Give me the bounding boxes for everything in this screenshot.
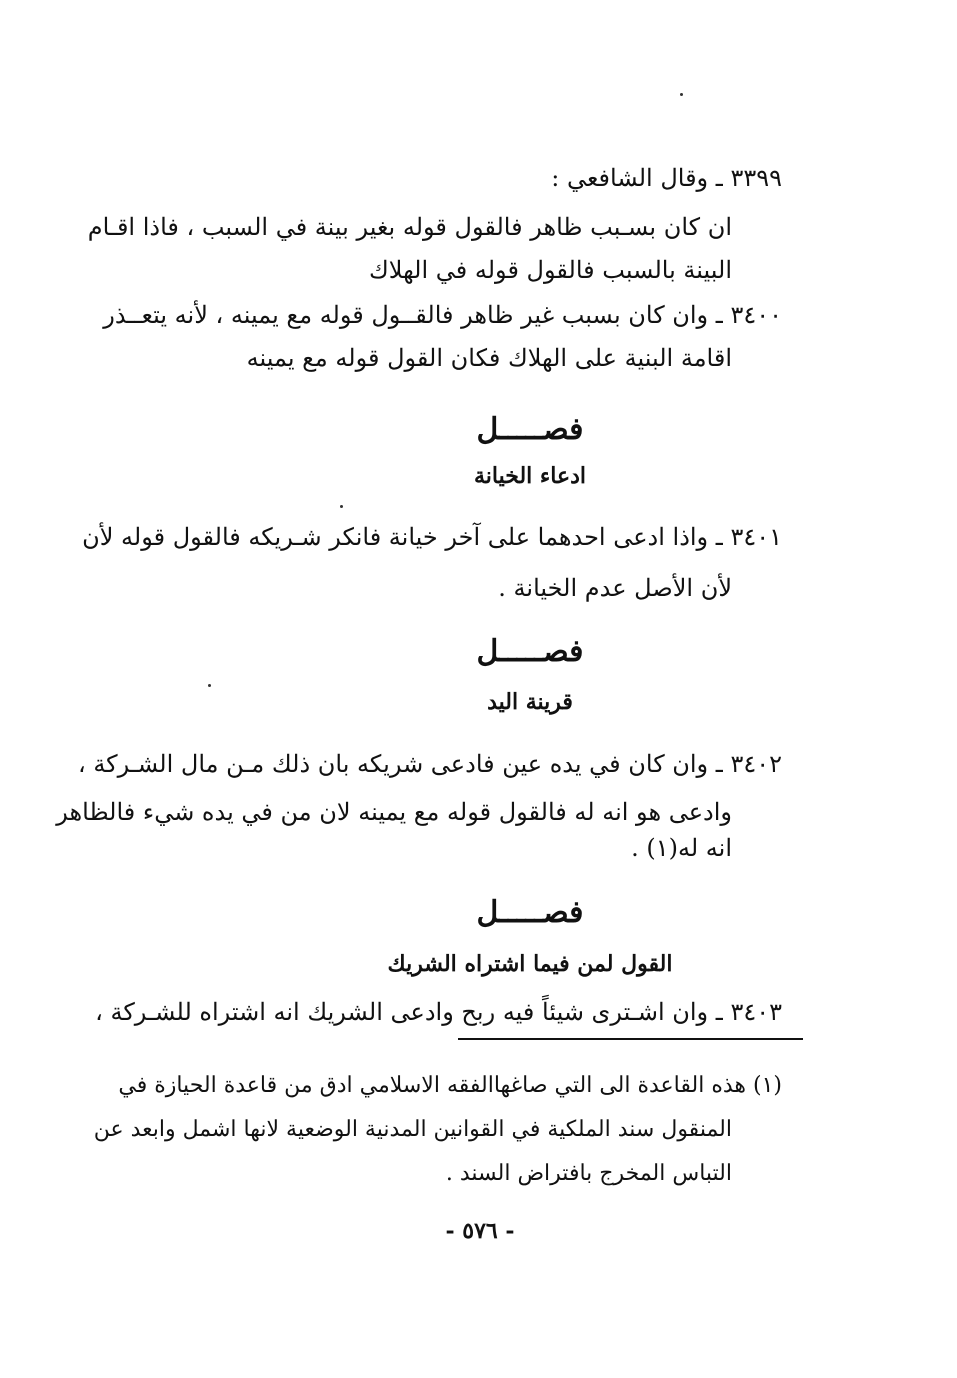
- section-subheading-3: القول لمن فيما اشتراه الشريك: [387, 951, 673, 977]
- paragraph-3402-line-1: ٣٤٠٢ ـ وان كان في يده عين فادعى شريكه بان ذلك مـن مال الشـركة ،: [77, 750, 782, 778]
- paragraph-3403-line-1: ٣٤٠٣ ـ وان اشـترى شيئاً فيه ربح وادعى الشريك انه اشتراه للشـركة ،: [95, 998, 782, 1026]
- section-subheading-2: قرينة اليد: [487, 689, 573, 715]
- page-number: - ٥٧٦ -: [445, 1218, 515, 1244]
- paragraph-3401-line-1: ٣٤٠١ ـ واذا ادعى احدهما على آخر خيانة فانكر شـريكه فالقول قوله لأن: [82, 523, 782, 551]
- footnote-line-2: المنقول سند الملكية في القوانين المدنية الوضعية لانها اشمل وابعد عن: [93, 1117, 732, 1142]
- footnote-separator: [458, 1038, 803, 1040]
- paragraph-3402-line-2: وادعى هو انه له فالقول قوله مع يمينه لان من في يده شيء فالظاهر: [56, 798, 732, 826]
- paragraph-3399-line-3: البينة بالسبب فالقول قوله في الهلاك: [369, 256, 732, 284]
- footnote-line-1: (١) هذه القاعدة الى التي صاغهاالفقه الاسلامي ادق من قاعدة الحيازة في: [118, 1073, 782, 1098]
- scan-speck: [340, 505, 343, 508]
- paragraph-3399-line-1: ٣٣٩٩ ـ وقال الشافعي :: [551, 164, 782, 192]
- scan-speck: [680, 93, 683, 96]
- footnote-line-3: التباس المخرج بافتراض السند .: [445, 1161, 732, 1186]
- section-heading-1: فصـــــل: [476, 412, 584, 447]
- paragraph-3399-line-2: ان كان بسـبب ظاهر فالقول قوله بغير بينة في السبب ، فاذا اقـام: [87, 213, 732, 241]
- section-heading-2: فصـــــل: [476, 634, 584, 669]
- paragraph-3400-line-1: ٣٤٠٠ ـ وان كان بسبب غير ظاهر فالقــول قوله مع يمينه ، لأنه يتعــذر: [103, 301, 782, 329]
- section-heading-3: فصـــــل: [476, 895, 584, 930]
- paragraph-3401-line-2: لأن الأصل عدم الخيانة .: [498, 574, 732, 602]
- paragraph-3402-line-3: انه له(١) .: [631, 834, 732, 862]
- scan-speck: [208, 684, 211, 687]
- paragraph-3400-line-2: اقامة البنية على الهلاك فكان القول قوله مع يمينه: [246, 344, 732, 372]
- section-subheading-1: ادعاء الخيانة: [473, 463, 587, 489]
